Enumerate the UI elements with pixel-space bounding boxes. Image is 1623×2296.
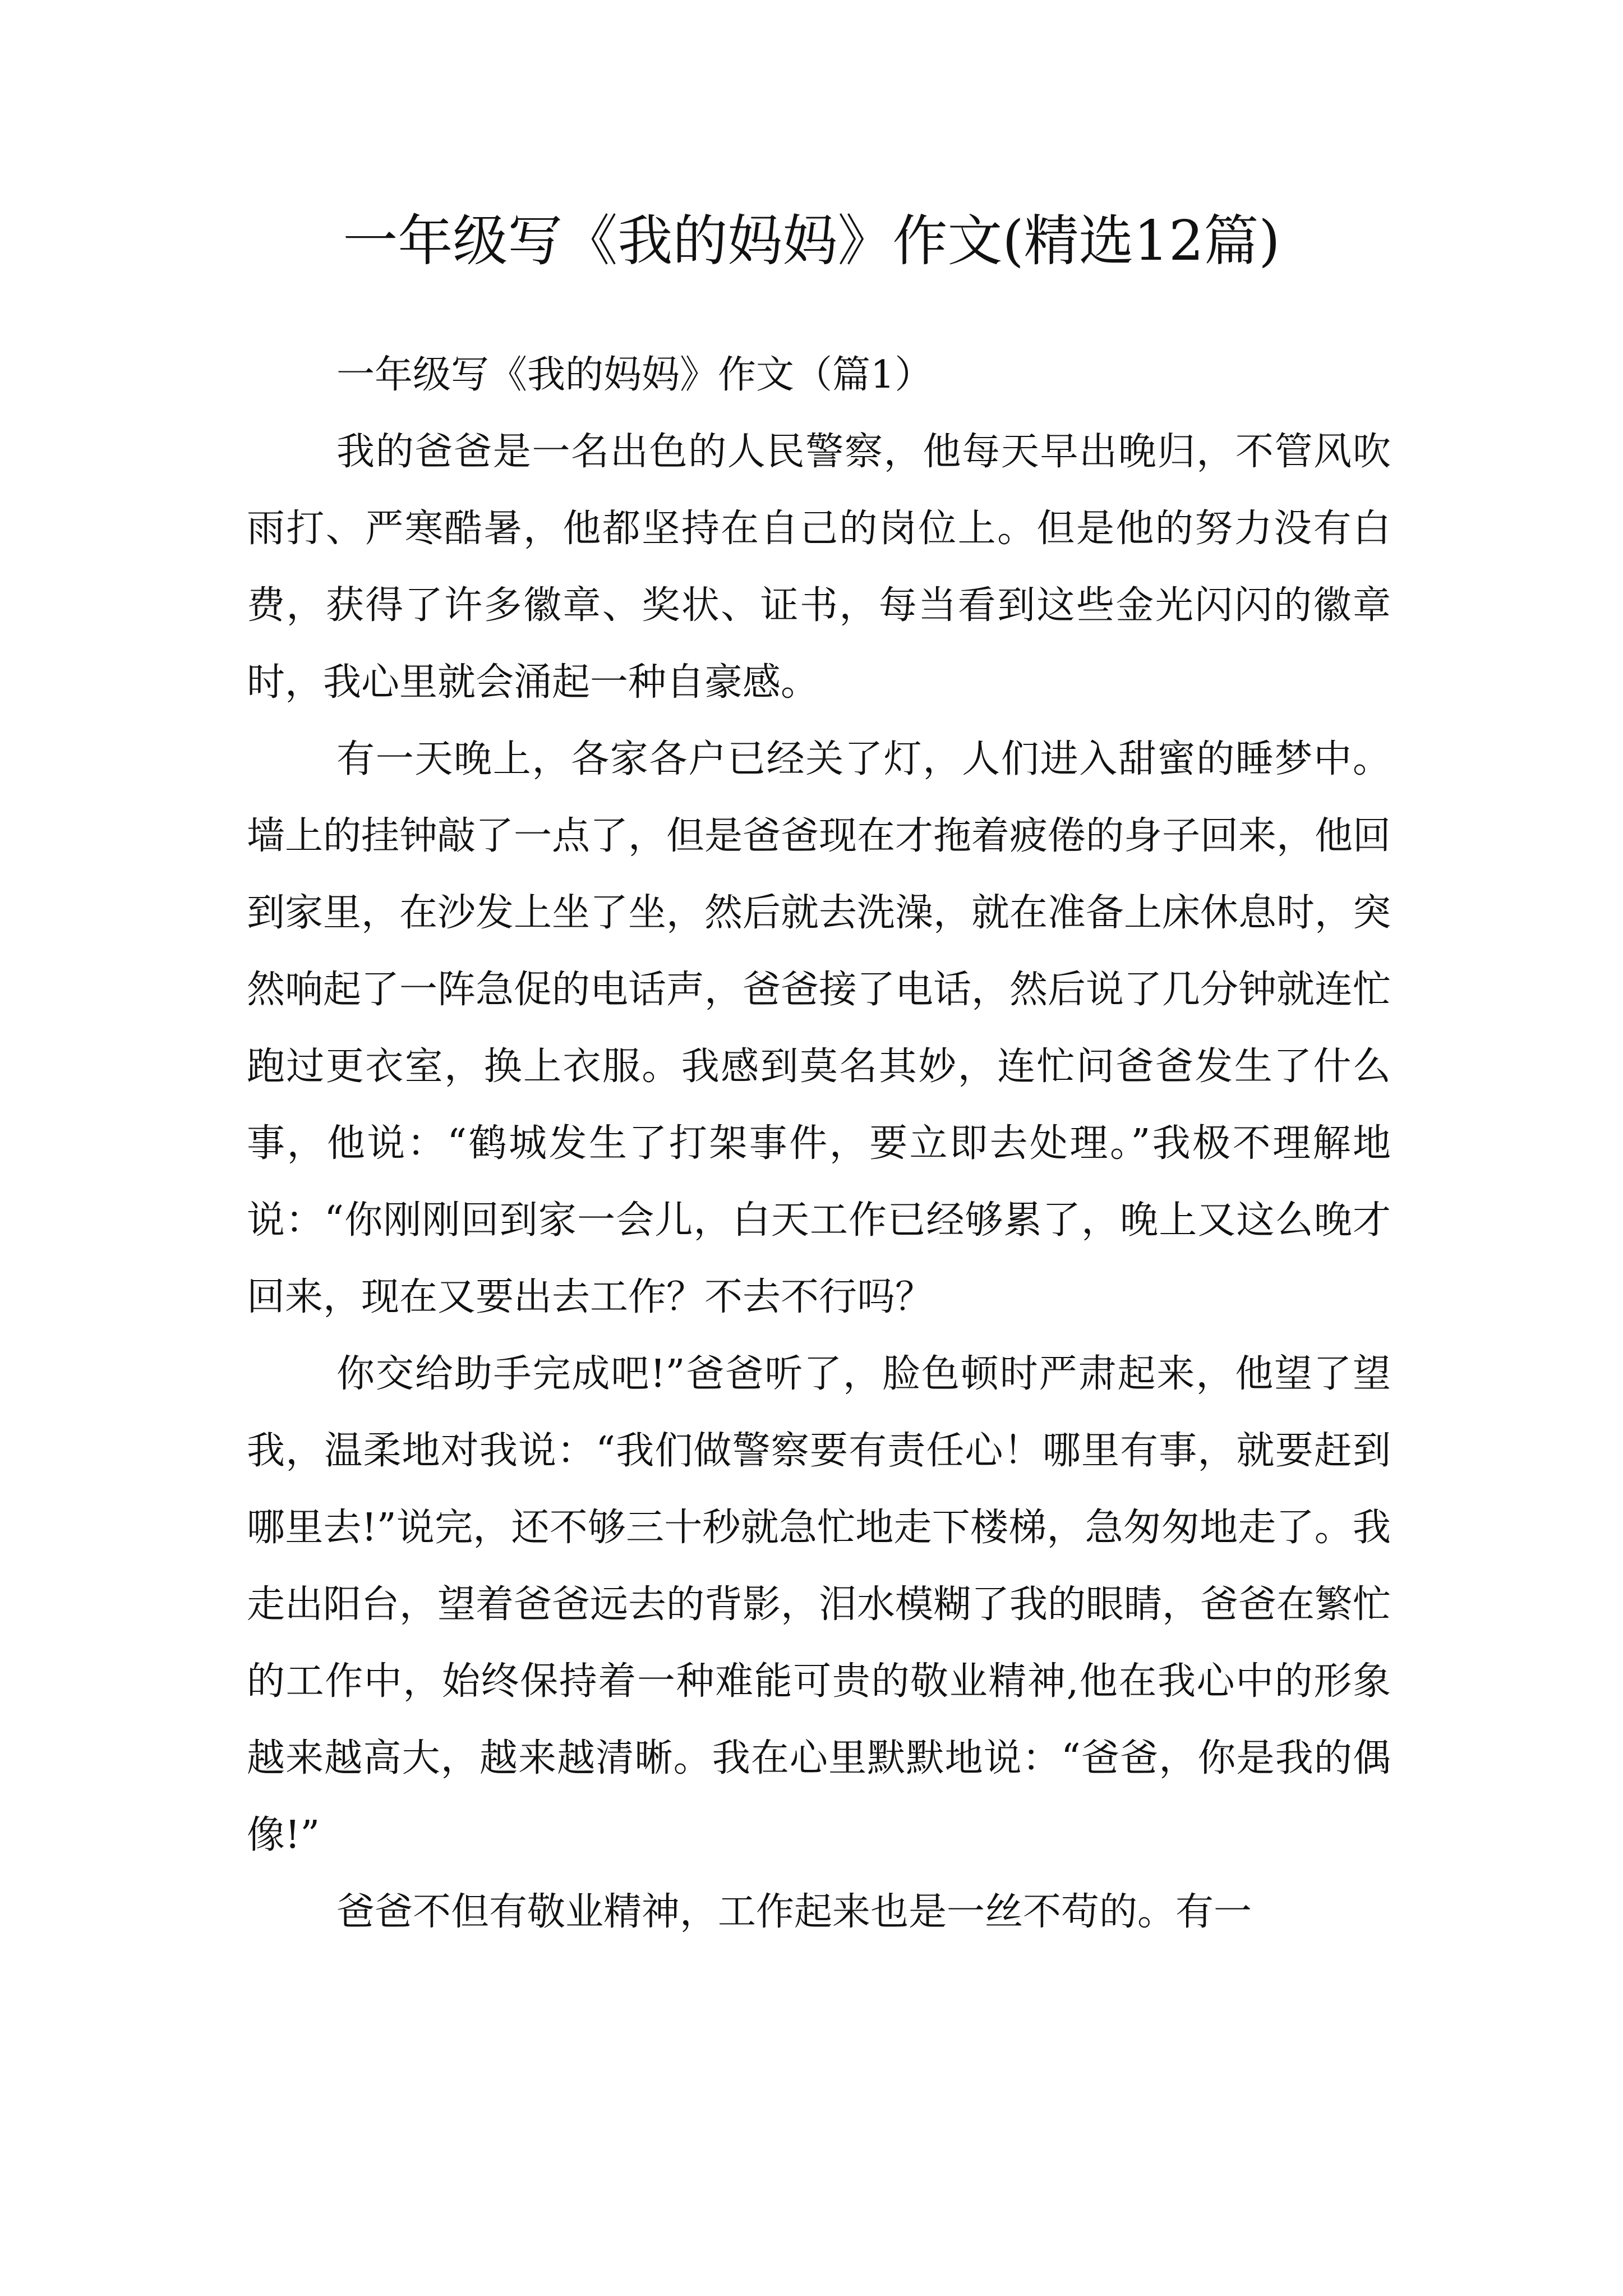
section-heading: 一年级写《我的妈妈》作文（篇1） bbox=[336, 353, 933, 397]
paragraph: 你交给助手完成吧!”爸爸听了，脸色顿时严肃起来，他望了望我，温柔地对我说：“我们做警察要有责任心！哪里有事，就要赶到哪里去!”说完，还不够三十秒就急忙地走下楼梯，急匆匆地走了。我走出阳台，望着爸爸远去的背影，泪水模糊了我的眼睛，爸爸在繁忙的工作中，始终保持着一种难能可贵的敬业精神,他在我心中的形象越来越高大，越来越清晰。我在心里默默地说：“爸爸，你是我的偶像!” bbox=[247, 1352, 1391, 1857]
document-body bbox=[247, 337, 1391, 1950]
paragraph: 有一天晚上，各家各户已经关了灯，人们进入甜蜜的睡梦中。墙上的挂钟敲了一点了，但是爸爸现在才拖着疲倦的身子回来，他回到家里，在沙发上坐了坐，然后就去洗澡，就在准备上床休息时，突然响起了一阵急促的电话声，爸爸接了电话，然后说了几分钟就连忙跑过更衣室，换上衣服。我感到莫名其妙，连忙问爸爸发生了什么事，他说：“鹤城发生了打架事件，要立即去处理。”我极不理解地说：“你刚刚回到家一会儿，白天工作已经够累了，晚上又这么晚才回来，现在又要出去工作？不去不行吗？ bbox=[247, 737, 1391, 1319]
document-title: 一年级写《我的妈妈》作文(精选12篇) bbox=[343, 209, 1280, 273]
paragraph: 我的爸爸是一名出色的人民警察，他每天早出晚归，不管风吹雨打、严寒酷暑，他都坚持在自己的岗位上。但是他的努力没有白费，获得了许多徽章、奖状、证书，每当看到这些金光闪闪的徽章时，我心里就会涌起一种自豪感。 bbox=[247, 430, 1391, 705]
paragraph: 爸爸不但有敬业精神，工作起来也是一丝不苟的。有一 bbox=[336, 1890, 1252, 1934]
